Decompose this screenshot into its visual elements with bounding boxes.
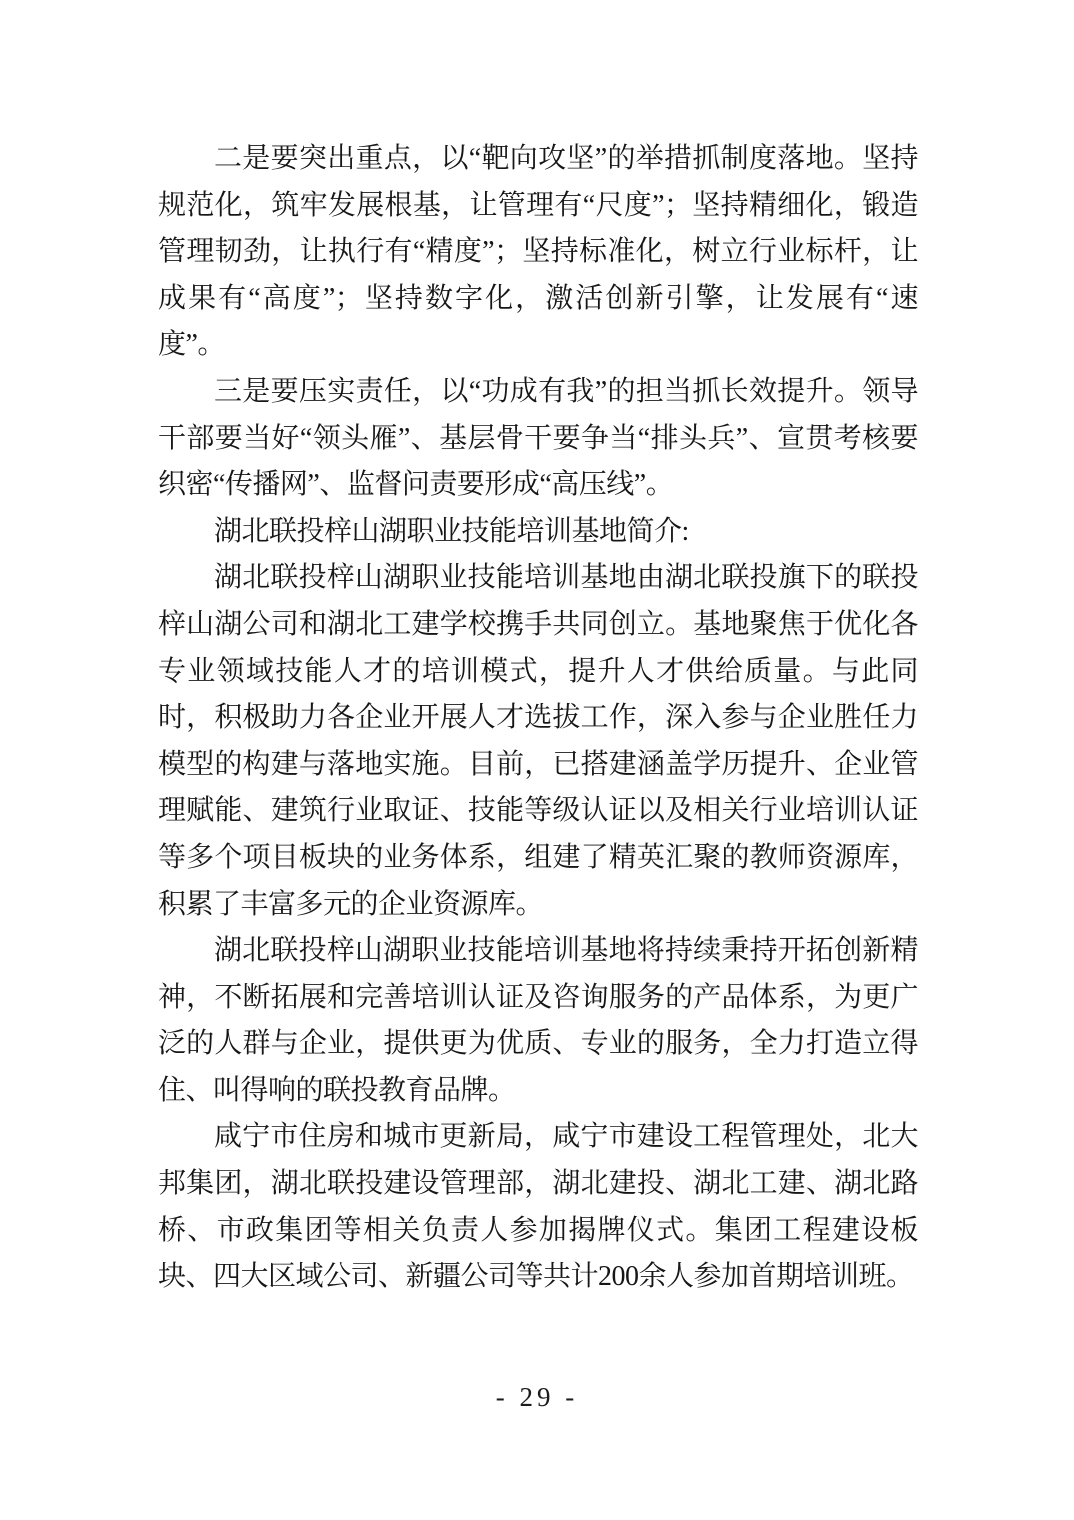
base-intro-heading: 湖北联投梓山湖职业技能培训基地简介: xyxy=(214,515,689,547)
document-body xyxy=(158,136,918,1301)
base-outlook-paragraph: 湖北联投梓山湖职业技能培训基地将持续秉持开拓创新精神，不断拓展和完善培训认证及咨询服务的产品体系，为更广泛的人群与企业，提供更为优质、专业的服务，全力打造立得住、叫得响的联投教育品牌。 xyxy=(158,935,918,1106)
page-number: - 29 - xyxy=(495,1382,579,1412)
paragraph-point-three: 三是要压实责任，以“功成有我”的担当抓长效提升。领导干部要当好“领头雁”、基层骨干要争当“排头兵”、宣贯考核要织密“传播网”、监督问责要形成“高压线”。 xyxy=(158,375,918,501)
base-intro-paragraph: 湖北联投梓山湖职业技能培训基地由湖北联投旗下的联投梓山湖公司和湖北工建学校携手共同创立。基地聚焦于优化各专业领域技能人才的培训模式，提升人才供给质量。与此同时，积极助力各企业开展人才选拔工作，深入参与企业胜任力模型的构建与落地实施。目前，已搭建涵盖学历提升、企业管理赋能、建筑行业取证、技能等级认证以及相关行业培训认证等多个项目板块的业务体系，组建了精英汇聚的教师资源库，积累了丰富多元的企业资源库。 xyxy=(158,562,918,920)
paragraph-point-two: 二是要突出重点，以“靶向攻坚”的举措抓制度落地。坚持规范化，筑牢发展根基，让管理有“尺度”；坚持精细化，锻造管理韧劲，让执行有“精度”；坚持标准化，树立行业标杆，让成果有“高度”；坚持数字化，激活创新引擎，让发展有“速度”。 xyxy=(158,143,918,361)
ceremony-attendees-paragraph: 咸宁市住房和城市更新局，咸宁市建设工程管理处，北大邦集团，湖北联投建设管理部，湖北建投、湖北工建、湖北路桥、市政集团等相关负责人参加揭牌仪式。集团工程建设板块、四大区域公司、新疆公司等共计200余人参加首期培训班。 xyxy=(158,1121,918,1293)
